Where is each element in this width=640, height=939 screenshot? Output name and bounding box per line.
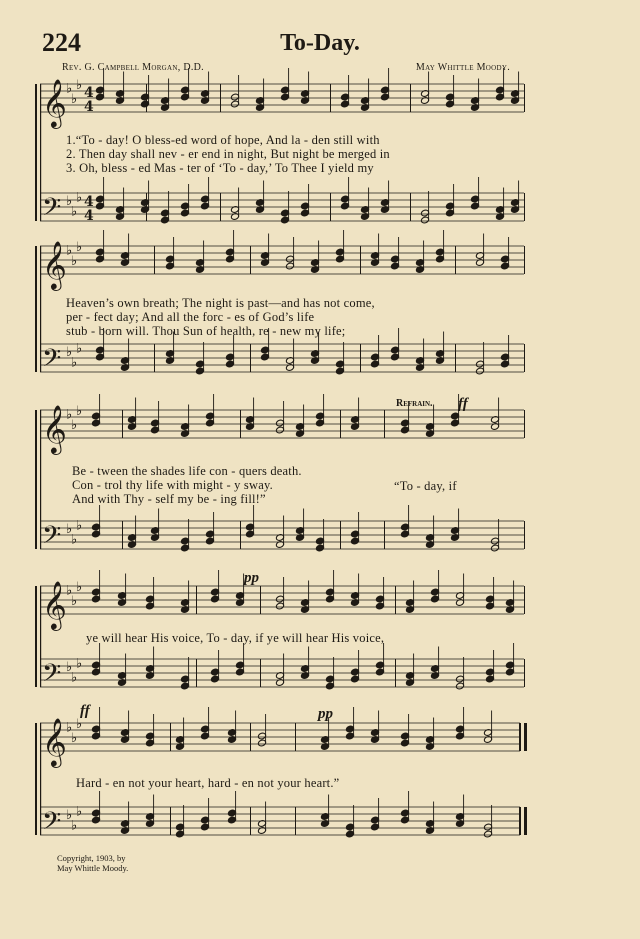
- flat-icon: ♭: [76, 580, 83, 595]
- dynamic-ff: ff: [80, 703, 90, 719]
- bar-line: [170, 723, 171, 751]
- bass-clef-icon: 𝄢: [42, 807, 62, 842]
- bar-line: [220, 193, 221, 221]
- flat-icon: ♭: [66, 194, 73, 209]
- flat-icon: ♭: [76, 240, 83, 255]
- bar-line: [455, 246, 456, 274]
- time-signature: 4: [84, 208, 94, 224]
- flat-icon: ♭: [71, 818, 78, 834]
- copyright-line: May Whittle Moody.: [57, 863, 129, 873]
- bar-line: [410, 84, 411, 112]
- flat-icon: ♭: [66, 243, 73, 259]
- bar-line: [250, 246, 251, 274]
- flat-icon: ♭: [76, 190, 83, 206]
- bar-line: [524, 659, 525, 687]
- dynamic-ff: ff: [458, 396, 468, 412]
- dynamic-pp: pp: [244, 570, 259, 586]
- flat-icon: ♭: [71, 418, 78, 433]
- lyric-line: 3. Oh, bless - ed Mas - ter of ‘To - day,’ To Thee I yield my: [66, 161, 374, 175]
- bass-clef-icon: 𝄢: [42, 193, 62, 228]
- flat-icon: ♭: [76, 78, 83, 93]
- bar-line: [122, 521, 123, 549]
- bar-line: [455, 344, 456, 372]
- bar-line: [519, 807, 520, 835]
- flat-icon: ♭: [71, 731, 78, 746]
- lyric-line: And with Thy - self my be - ing fill!”: [72, 492, 266, 506]
- bar-line: [360, 246, 361, 274]
- bar-line: [395, 586, 396, 614]
- flat-icon: ♭: [66, 345, 73, 360]
- bar-line: [240, 410, 241, 438]
- lyric-line: stub - born will. Thou Sun of health, re - new my life;: [66, 324, 346, 338]
- bar-line: [260, 659, 261, 687]
- flat-icon: ♭: [66, 81, 73, 97]
- music-credit: May Whittle Moody.: [415, 62, 510, 73]
- flat-icon: ♭: [76, 404, 83, 419]
- flat-icon: ♭: [66, 660, 73, 675]
- bar-line: [395, 659, 396, 687]
- bar-line: [260, 586, 261, 614]
- flat-icon: ♭: [76, 717, 83, 732]
- bar-line: [340, 521, 341, 549]
- copyright-line: Copyright, 1903, by: [57, 853, 126, 863]
- flat-icon: ♭: [76, 518, 83, 534]
- bar-line: [154, 246, 155, 274]
- bass-clef-icon: 𝄢: [42, 344, 62, 379]
- flat-icon: ♭: [71, 254, 78, 269]
- time-signature: 4: [84, 194, 94, 210]
- bar-line: [519, 723, 520, 751]
- flat-icon: ♭: [71, 355, 78, 371]
- lyric-line: Heaven’s own breath; The night is past—and has not come,: [66, 296, 375, 310]
- flat-icon: ♭: [66, 407, 73, 423]
- bar-line: [330, 84, 331, 112]
- bar-line: [524, 246, 525, 274]
- bar-line: [520, 807, 521, 835]
- bar-line: [340, 410, 341, 438]
- bar-line: [360, 344, 361, 372]
- bar-line: [384, 410, 385, 438]
- bar-line: [295, 723, 296, 751]
- words-credit: Rev. G. Campbell Morgan, D.D.: [62, 62, 204, 73]
- treble-clef-icon: 𝄞: [42, 580, 67, 629]
- flat-icon: ♭: [76, 656, 83, 672]
- hymn-number: 224: [42, 28, 81, 57]
- bar-line: [524, 807, 527, 835]
- bar-line: [524, 193, 525, 221]
- treble-clef-icon: 𝄞: [42, 717, 67, 766]
- bar-line: [170, 807, 171, 835]
- lyric-line: Hard - en not your heart, hard - en not your heart.”: [76, 776, 340, 790]
- bar-line: [330, 193, 331, 221]
- refrain-lyric: “To - day, if: [394, 479, 457, 493]
- lyric-line: Be - tween the shades life con - quers death.: [72, 464, 302, 478]
- flat-icon: ♭: [71, 532, 78, 548]
- flat-icon: ♭: [66, 720, 73, 736]
- treble-clef-icon: 𝄞: [42, 404, 67, 453]
- flat-icon: ♭: [66, 808, 73, 823]
- bar-line: [524, 344, 525, 372]
- flat-icon: ♭: [66, 583, 73, 599]
- bar-line: [196, 586, 197, 614]
- flat-icon: ♭: [71, 594, 78, 609]
- flat-icon: ♭: [71, 670, 78, 686]
- time-signature: 4: [84, 85, 94, 101]
- lyric-line: per - fect day; And all the forc - es of God’s life: [66, 310, 315, 324]
- lyric-line: Con - trol thy life with might - y sway.: [72, 478, 273, 492]
- bar-line: [524, 586, 525, 614]
- lyric-line: 1.“To - day! O bless-ed word of hope, And la - den still with: [66, 133, 380, 147]
- lyric-line: 2. Then day shall nev - er end in night, But night be merged in: [66, 147, 390, 161]
- flat-icon: ♭: [71, 92, 78, 107]
- bar-line: [220, 84, 221, 112]
- treble-clef-icon: 𝄞: [42, 78, 67, 127]
- lyric-line: ye will hear His voice, To - day, if ye will hear His voice,: [86, 631, 385, 645]
- flat-icon: ♭: [71, 204, 78, 220]
- hymn-title: To-Day.: [280, 30, 360, 56]
- flat-icon: ♭: [76, 341, 83, 357]
- flat-icon: ♭: [76, 804, 83, 820]
- bar-line: [250, 723, 251, 751]
- flat-icon: ♭: [66, 522, 73, 537]
- bar-line: [520, 723, 521, 751]
- bar-line: [410, 193, 411, 221]
- bass-clef-icon: 𝄢: [42, 521, 62, 556]
- time-signature: 4: [84, 99, 94, 115]
- bar-line: [524, 84, 525, 112]
- bar-line: [154, 344, 155, 372]
- bar-line: [384, 521, 385, 549]
- bar-line: [240, 521, 241, 549]
- copyright-notice: [57, 853, 128, 873]
- bar-line: [524, 521, 525, 549]
- refrain-label: Refrain.: [396, 398, 433, 409]
- bar-line: [295, 807, 296, 835]
- bar-line: [250, 344, 251, 372]
- bar-line: [196, 659, 197, 687]
- bar-line: [122, 410, 123, 438]
- bar-line: [524, 410, 525, 438]
- bar-line: [524, 723, 527, 751]
- bar-line: [250, 807, 251, 835]
- treble-clef-icon: 𝄞: [42, 240, 67, 289]
- bass-clef-icon: 𝄢: [42, 659, 62, 694]
- dynamic-pp: pp: [318, 706, 333, 722]
